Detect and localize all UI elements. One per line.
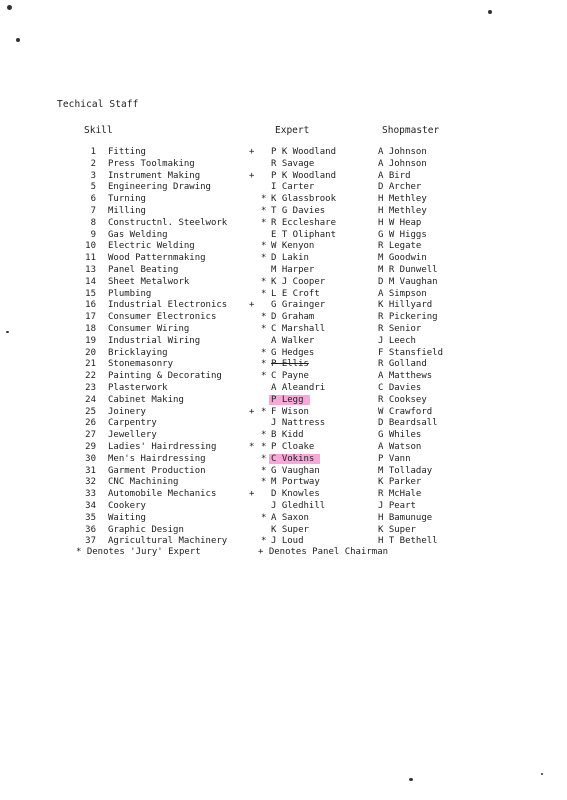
jury-marker: * [261, 324, 267, 334]
expert-name: M Portway [271, 477, 320, 488]
jury-marker: * [261, 406, 267, 417]
shopmaster-name: D Archer [378, 182, 422, 193]
expert-name: R Eccleshare [271, 217, 337, 228]
chairman-footnote: + Denotes Panel Chairman [258, 547, 389, 557]
chairman-marker: + [249, 489, 255, 500]
skill-number: 37 [85, 536, 96, 547]
skill-number: 8 [90, 217, 96, 228]
shopmaster-name: G Whiles [378, 430, 422, 441]
expert-name: C Vokins [269, 454, 320, 465]
expert-name: K Glassbrook [271, 194, 337, 205]
table-row [0, 182, 567, 193]
expert-name: P Cloake [271, 442, 315, 452]
skill-column-header: Skill [84, 125, 113, 136]
table-row [0, 525, 567, 536]
expert-name: P K Woodland [271, 170, 337, 181]
jury-marker: * [261, 430, 267, 441]
table-row [0, 230, 567, 241]
jury-marker: * [261, 241, 267, 252]
table-row [0, 501, 567, 512]
skill-number: 14 [85, 276, 96, 287]
skill-name: Garment Production [108, 465, 206, 476]
table-row [0, 289, 567, 300]
skill-name: Engineering Drawing [108, 182, 211, 193]
shopmaster-name: M Tolladay [378, 465, 433, 476]
jury-marker: * [261, 477, 267, 488]
chairman-marker: + [249, 147, 255, 157]
expert-name: R Savage [271, 158, 315, 169]
skill-number: 29 [85, 442, 96, 452]
jury-marker: * [261, 276, 267, 287]
expert-name: F Wison [271, 406, 309, 417]
skill-number: 33 [85, 489, 96, 500]
jury-marker: * [261, 312, 267, 323]
skill-name: Industrial Wiring [108, 335, 201, 346]
shopmaster-name: P Vann [378, 453, 411, 464]
skill-number: 26 [85, 418, 96, 429]
skill-name: Fitting [108, 147, 146, 157]
skill-number: 9 [90, 229, 96, 240]
shopmaster-name: F Stansfield [378, 347, 444, 358]
skill-name: Stonemasonry [108, 359, 174, 370]
jury-marker: * [261, 194, 267, 205]
skill-name: Jewellery [108, 430, 157, 441]
table-row [0, 466, 567, 477]
skill-number: 13 [85, 265, 96, 275]
shopmaster-name: A Bird [378, 170, 411, 181]
expert-name: L E Croft [271, 288, 320, 299]
chairman-marker: + [249, 406, 255, 417]
chairman-marker: + [249, 170, 255, 181]
expert-name: G Grainger [271, 300, 326, 311]
skill-number: 3 [90, 170, 96, 181]
shopmaster-name: H Bamunuge [378, 512, 433, 523]
shopmaster-name: R Golland [378, 359, 427, 370]
skill-number: 10 [85, 241, 96, 252]
shopmaster-name: H Methley [378, 206, 427, 216]
skill-name: Constructnl. Steelwork [108, 217, 228, 228]
skill-number: 15 [85, 288, 96, 299]
table-row [0, 371, 567, 382]
table-row [0, 348, 567, 359]
shopmaster-name: R Legate [378, 241, 422, 252]
expert-name: C Marshall [271, 324, 326, 334]
expert-name: J Gledhill [271, 501, 326, 511]
expert-name: K Super [271, 524, 309, 535]
skill-name: Milling [108, 206, 146, 216]
expert-name: E T Oliphant [271, 229, 337, 240]
shopmaster-name: R Pickering [378, 312, 438, 323]
table-row [0, 265, 567, 276]
skill-name: Sheet Metalwork [108, 276, 190, 287]
expert-name: J Nattress [271, 418, 326, 429]
shopmaster-name: H T Bethell [378, 536, 438, 547]
shopmaster-name: C Davies [378, 383, 422, 393]
shopmaster-name: W Crawford [378, 406, 433, 417]
skill-number: 21 [85, 359, 96, 370]
skill-name: Panel Beating [108, 265, 179, 275]
skill-number: 1 [90, 147, 96, 157]
skill-number: 32 [85, 477, 96, 488]
expert-name: M Harper [271, 265, 315, 275]
skill-number: 35 [85, 512, 96, 523]
shopmaster-name: R McHale [378, 489, 422, 500]
skill-number: 7 [90, 206, 96, 216]
table-row [0, 218, 567, 229]
jury-marker: * [261, 465, 267, 476]
skill-name: Graphic Design [108, 524, 184, 535]
table-row [0, 454, 567, 465]
shopmaster-name: M R Dunwell [378, 265, 438, 275]
expert-name: G Vaughan [271, 465, 320, 476]
expert-name: A Saxon [271, 512, 309, 523]
skill-name: Men's Hairdressing [108, 453, 206, 464]
expert-name: D Knowles [271, 489, 320, 500]
skill-number: 34 [85, 501, 96, 511]
table-row [0, 171, 567, 182]
shopmaster-name: H Methley [378, 194, 427, 205]
jury-marker: * [261, 371, 267, 382]
skill-name: Agricultural Machinery [108, 536, 228, 547]
shopmaster-name: H W Heap [378, 217, 422, 228]
table-row [0, 147, 567, 158]
expert-column-header: Expert [275, 125, 310, 136]
table-row [0, 300, 567, 311]
jury-marker: * [261, 253, 267, 264]
shopmaster-name: K Super [378, 524, 416, 535]
skill-name: Cookery [108, 501, 146, 511]
table-row [0, 277, 567, 288]
skill-name: CNC Machining [108, 477, 179, 488]
skill-name: Joinery [108, 406, 146, 417]
scan-speck [488, 10, 492, 14]
skill-name: Cabinet Making [108, 394, 184, 405]
skill-number: 36 [85, 524, 96, 535]
skill-number: 16 [85, 300, 96, 311]
jury-marker: * [261, 453, 267, 464]
expert-name: D Lakin [271, 253, 309, 264]
table-row [0, 536, 567, 547]
shopmaster-name: A Watson [378, 442, 422, 452]
skill-name: Press Toolmaking [108, 158, 195, 169]
shopmaster-name: A Johnson [378, 147, 427, 157]
table-row [0, 442, 567, 453]
scan-speck [7, 5, 12, 10]
jury-marker: * [261, 347, 267, 358]
jury-footnote: * Denotes 'Jury' Expert [76, 547, 201, 557]
skill-name: Plumbing [108, 288, 152, 299]
skill-number: 17 [85, 312, 96, 323]
table-row [0, 194, 567, 205]
skill-number: 2 [90, 158, 96, 169]
skill-number: 30 [85, 453, 96, 464]
skill-number: 24 [85, 394, 96, 405]
skill-name: Industrial Electronics [108, 300, 228, 311]
skill-name: Automobile Mechanics [108, 489, 217, 500]
skill-name: Consumer Wiring [108, 324, 190, 334]
expert-name: G Hedges [271, 347, 315, 358]
skill-number: 18 [85, 324, 96, 334]
expert-name: D Graham [271, 312, 315, 323]
shopmaster-name: R Cooksey [378, 394, 427, 405]
shopmaster-name: A Matthews [378, 371, 433, 382]
shopmaster-name: K Hillyard [378, 300, 433, 311]
chairman-marker: + [249, 300, 255, 311]
shopmaster-name: A Simpson [378, 288, 427, 299]
skill-number: 22 [85, 371, 96, 382]
shopmaster-name: K Parker [378, 477, 422, 488]
scan-speck [409, 778, 413, 781]
skill-number: 27 [85, 430, 96, 441]
expert-name: W Kenyon [271, 241, 315, 252]
table-row [0, 395, 567, 406]
skill-name: Turning [108, 194, 146, 205]
skill-name: Plasterwork [108, 383, 168, 393]
skill-name: Ladies' Hairdressing [108, 442, 217, 452]
chairman-marker: * [249, 442, 255, 452]
jury-marker: * [261, 288, 267, 299]
table-row [0, 489, 567, 500]
expert-name: A Walker [271, 335, 315, 346]
skill-name: Instrument Making [108, 170, 201, 181]
expert-name: A Aleandri [271, 383, 326, 393]
shopmaster-name: R Senior [378, 324, 422, 334]
shopmaster-name: A Johnson [378, 158, 427, 169]
table-row [0, 418, 567, 429]
jury-marker: * [261, 217, 267, 228]
shopmaster-name: D Beardsall [378, 418, 438, 429]
skill-name: Bricklaying [108, 347, 168, 358]
skill-number: 19 [85, 335, 96, 346]
table-row [0, 324, 567, 335]
skill-number: 5 [90, 182, 96, 193]
skill-number: 20 [85, 347, 96, 358]
table-row [0, 312, 567, 323]
table-row [0, 477, 567, 488]
table-row [0, 430, 567, 441]
expert-name: I Carter [271, 182, 315, 193]
expert-name: B Kidd [271, 430, 304, 441]
scan-speck [16, 38, 20, 42]
skill-name: Gas Welding [108, 229, 168, 240]
skill-name: Electric Welding [108, 241, 195, 252]
table-row [0, 336, 567, 347]
table-row [0, 159, 567, 170]
expert-name: J Loud [271, 536, 304, 547]
jury-marker: * [261, 512, 267, 523]
skill-name: Consumer Electronics [108, 312, 217, 323]
skill-name: Painting & Decorating [108, 371, 222, 382]
table-row [0, 383, 567, 394]
jury-marker: * [261, 206, 267, 216]
shopmaster-name: J Peart [378, 501, 416, 511]
jury-marker: * [261, 536, 267, 547]
table-row [0, 253, 567, 264]
skill-name: Wood Patternmaking [108, 253, 206, 264]
skill-number: 31 [85, 465, 96, 476]
jury-marker: * [261, 359, 267, 370]
skill-number: 6 [90, 194, 96, 205]
shopmaster-name: J Leech [378, 335, 416, 346]
skill-number: 23 [85, 383, 96, 393]
expert-name: T G Davies [271, 206, 326, 216]
shopmaster-name: G W Higgs [378, 229, 427, 240]
expert-name: P Ellis [271, 359, 309, 370]
table-row [0, 407, 567, 418]
expert-name: C Payne [271, 371, 309, 382]
skill-name: Carpentry [108, 418, 157, 429]
skill-name: Waiting [108, 512, 146, 523]
page-title: Techical Staff [57, 99, 139, 110]
jury-marker: * [261, 442, 267, 452]
expert-name: P Legg [269, 395, 310, 406]
skill-number: 25 [85, 406, 96, 417]
skill-number: 11 [85, 253, 96, 264]
expert-name: P K Woodland [271, 147, 337, 157]
shopmaster-name: M Goodwin [378, 253, 427, 264]
table-row [0, 241, 567, 252]
table-row [0, 206, 567, 217]
table-row [0, 359, 567, 370]
shopmaster-column-header: Shopmaster [382, 125, 440, 136]
shopmaster-name: D M Vaughan [378, 276, 438, 287]
scan-speck [541, 773, 543, 775]
expert-name: K J Cooper [271, 276, 326, 287]
table-row [0, 513, 567, 524]
